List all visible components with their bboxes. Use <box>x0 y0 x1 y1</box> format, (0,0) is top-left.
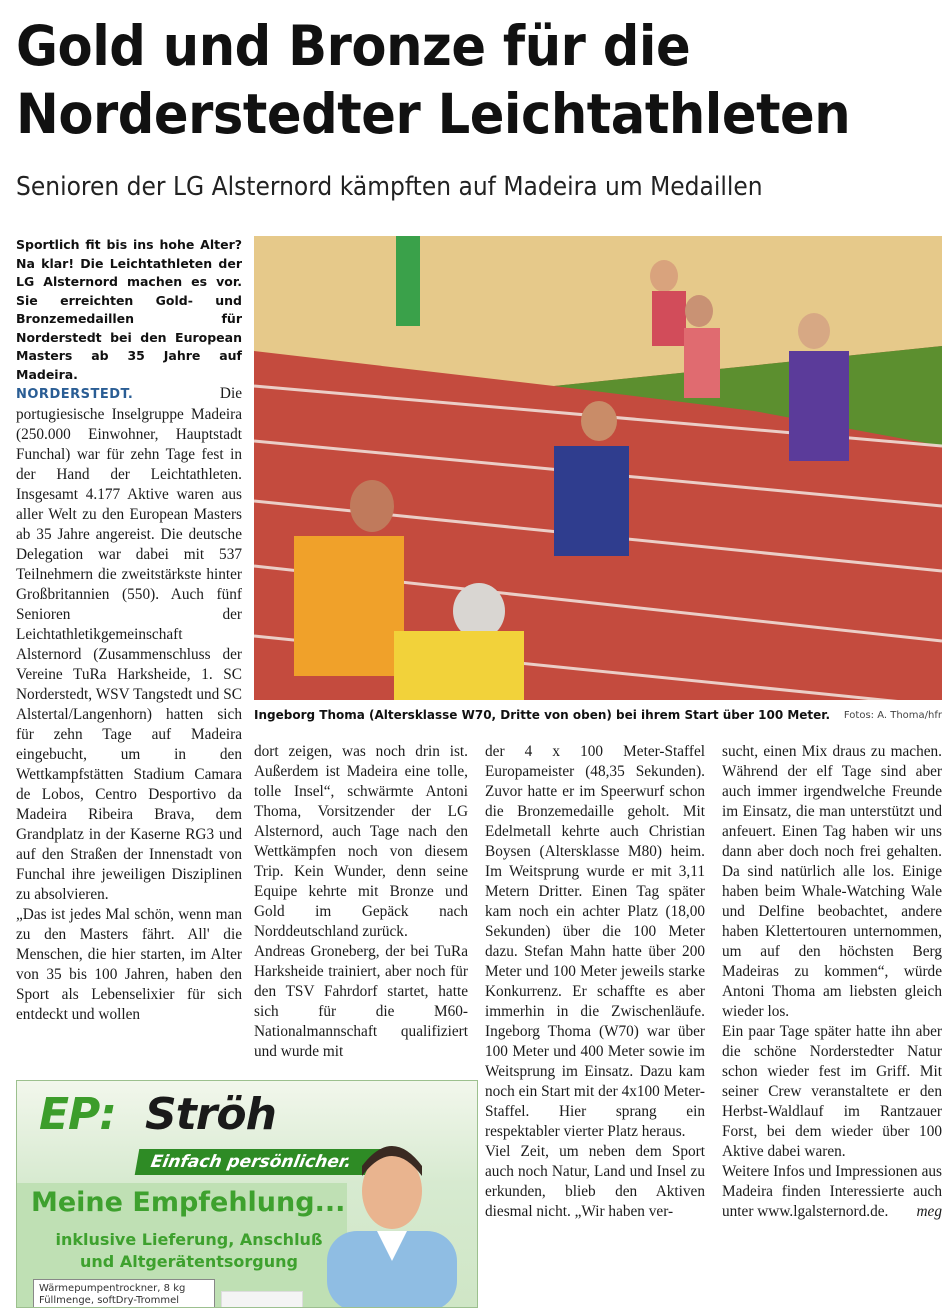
ad-appliance-image <box>221 1291 303 1308</box>
runners-photo <box>254 236 942 700</box>
article-column-3 <box>485 742 705 1222</box>
headline <box>16 12 876 148</box>
article-column-2 <box>254 742 468 1062</box>
photo-caption: Ingeborg Thoma (Altersklasse W70, Dritte von oben) bei ihrem Start über 100 Meter. <box>254 708 831 722</box>
ad-logo-ep: EP: <box>39 1089 116 1140</box>
headline-line-1: Gold und Bronze für die <box>16 14 691 78</box>
headline-line-2: Norderstedter Leichtathleten <box>16 82 851 146</box>
column-3-paragraph-2: Viel Zeit, um neben dem Sport auch noch Natur, Land und Insel zu erkunden, blieb den Aktiven diesmal nicht. „Wir haben ver- <box>485 1143 705 1220</box>
article-column-4 <box>722 742 942 1222</box>
ad-logo-name: Ströh <box>145 1089 276 1140</box>
subheadline: Senioren der LG Alsternord kämpften auf Madeira um Medaillen <box>16 172 763 202</box>
ad-extras-line-2: und Altgerätentsorgung <box>80 1252 298 1271</box>
ad-product-line-1: Wärmepumpentrockner, 8 kg <box>39 1283 186 1294</box>
dateline: NORDERSTEDT. <box>16 387 134 402</box>
ad-product-line-2: Füllmenge, softDry-Trommel <box>39 1295 180 1306</box>
author-initials: meg <box>916 1203 942 1220</box>
column-2-paragraph-2: Andreas Groneberg, der bei TuRa Harksheide trainiert, aber noch für den TSV Fahrdorf startet, hatte sich für die M60-Nationalmannschaft qualifiziert und wurde mit <box>254 943 468 1060</box>
column-4-paragraph-2: Ein paar Tage später hatte ihn aber die schöne Norderstedter Natur schon wieder fest im Griff. Mit seiner Crew veranstaltete er den Herbst-Waldlauf im Rantzauer Forst, bei dem wieder über 100 Aktive dabei waren. <box>722 1023 942 1160</box>
column-2-paragraph-1: dort zeigen, was noch drin ist. Außerdem ist Madeira eine tolle, tolle Insel“, schwärmte Antoni Thoma, Vorsitzender der LG Alsternord, auch Tage nach den Wettkämpfen noch von diesem Trip. Kein Wunder, denn seine Equipe kehrte mit Bronze und Gold im Gepäck nach Norddeutschland zurück. <box>254 743 468 940</box>
photo-credit: Fotos: A. Thoma/hfr <box>843 710 942 721</box>
article-lead: Sportlich fit bis ins hohe Alter? Na klar! Die Leichtathleten der LG Alsternord machen es vor. Sie erreichten Gold- und Bronzemedaillen für Norderstedt bei den European Masters ab 35 Jahre auf Madeira. <box>16 237 242 382</box>
advertisement[interactable] <box>16 1080 478 1308</box>
ad-extras-line-1: inklusive Lieferung, Anschluß <box>55 1230 323 1249</box>
article-photo <box>254 236 942 700</box>
ad-slogan: Einfach persönlicher. <box>135 1149 404 1175</box>
column-1-paragraph-1: NORDERSTEDT. Die portugiesische Inselgruppe Madeira (250.000 Einwohner, Hauptstadt Funchal) war für zehn Tage fest in der Hand der Leichtathleten. Insgesamt 4.177 Aktive waren aus aller Welt zu den European Masters ab 35 Jahre angereist. Die deutsche Delegation war dabei mit 537 Teilnehmern die zweitstärkste hinter Großbritannien (550). Auch fünf Senioren der Leichtathletikgemeinschaft Alsternord (Zusammenschluss der Vereine TuRa Harksheide, 1. SC Norderstedt, WSV Tangstedt und SC Alstertal/Langenhorn) hatten sich für zehn Tage auf Madeira eingebucht, um in den Wettkampfstätten Stadium Camara de Lobos, Centro Desportivo da Madeira Ribeira Brava, dem Grandplatz in der Kaserne RG3 und auf den Straßen der Innenstadt von Funchal ihre jeweiligen Disziplinen zu absolvieren. <box>16 385 242 903</box>
ad-product-box <box>33 1279 215 1308</box>
ad-extras <box>39 1229 339 1273</box>
column-1-paragraph-2: „Das ist jedes Mal schön, wenn man zu den Masters fährt. All' die Menschen, die hier starten, im Alter von 35 bis 100 Jahren, haben den Sport als Lebenselixier für sich entdeckt und wollen <box>16 906 242 1023</box>
column-4-paragraph-1: sucht, einen Mix draus zu machen. Während der elf Tage sind aber auch immer irgendwelche Freunde im Einsatz, die man unterstützt und anfeuert. Einen Tag haben wir uns dann aber doch noch frei gehalten. Da sind natürlich alle los. Einige haben beim Whale-Watching Wale und Delfine beobachtet, andere haben Klettertouren unternommen, um auf den höchsten Berg Madeiras zu kommen“, würde Antoni Thoma am liebsten gleich wieder los. <box>722 743 942 1020</box>
column-3-paragraph-1: der 4 x 100 Meter-Staffel Europameister (48,35 Sekunden). Zuvor hatte er im Speerwurf schon die Bronzemedaille geholt. Mit Edelmetall kehrte auch Christian Boysen (Altersklasse M80) heim. Im Weitsprung wurde er mit 3,11 Metern Dritter. Einen Tag später kam noch ein achter Platz (18,00 Sekunden) über die 100 Meter dazu. Stefan Mahn hatte über 200 Meter und 100 Meter jeweils starke Konkurrenz. Er schaffte es aber immerhin in die Zwischenläufe. Ingeborg Thoma (W70) war über 100 Meter und 400 Meter sowie im Weitsprung im Einsatz. Dazu kam noch ein Start mit der 4x100 Meter-Staffel. Hier sprang ein respektabler vierter Platz heraus. <box>485 743 705 1140</box>
column-4-paragraph-3: Weitere Infos und Impressionen aus Madeira finden Interessierte auch unter www.lgalsternord.de. meg <box>722 1163 942 1220</box>
ad-recommendation: Meine Empfehlung... <box>31 1187 346 1218</box>
article-column-1 <box>16 384 242 1025</box>
photo-caption-block <box>254 708 942 722</box>
ad-person-photo <box>317 1121 467 1308</box>
